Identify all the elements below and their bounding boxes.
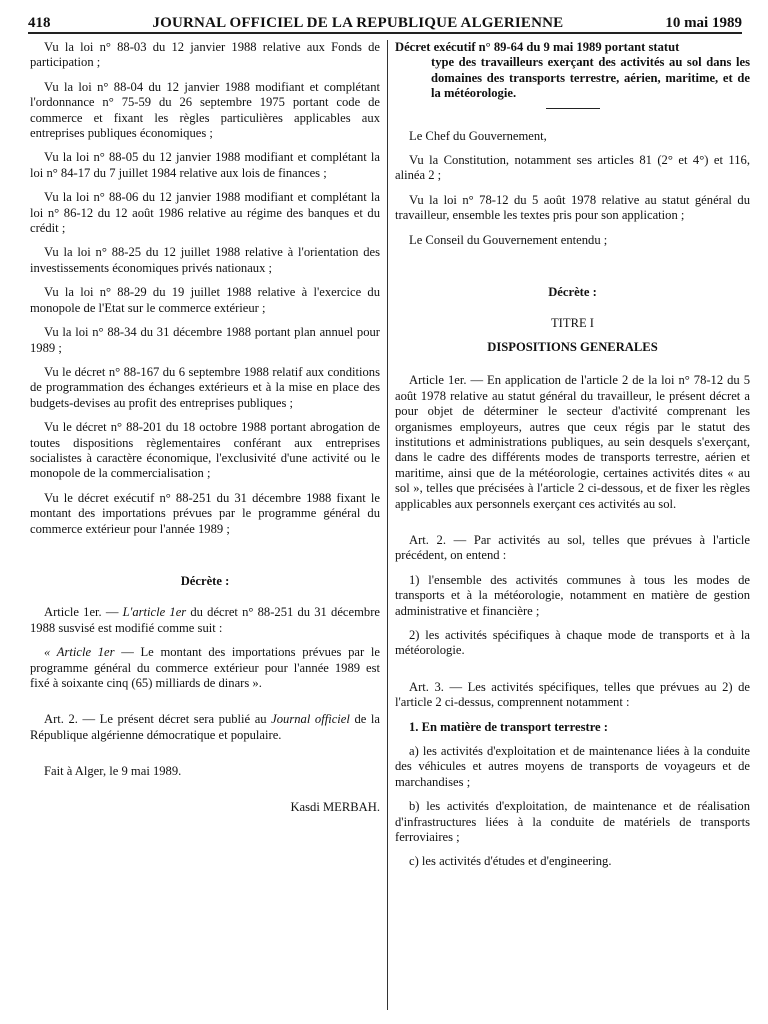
article-2-text: de la République algérienne démocratique et populaire. [30, 712, 380, 742]
decret-title-line1: Décret exécutif n° 89-64 du 9 mai 1989 portant statut [395, 40, 680, 54]
subsection-heading: 1. En matière de transport terrestre : [409, 719, 608, 734]
visa-paragraph: Vu la loi n° 88-25 du 12 juillet 1988 relative à l'orientation des investissements économiques privés nationaux ; [30, 245, 380, 275]
article-1 [30, 605, 380, 636]
article-1-quote-ref: « Article 1er [44, 645, 115, 660]
signature: Kasdi MERBAH. [290, 799, 380, 814]
decret-title [395, 40, 750, 102]
article-1-lead: Article 1er. — [44, 605, 123, 620]
visa-paragraph: Vu la loi n° 88-29 du 19 juillet 1988 relative à l'exercice du monopole de l'Etat sur le commerce extérieur ; [30, 285, 380, 315]
visa-paragraph: Vu la Constitution, notamment ses articles 81 (2° et 4°) et 116, alinéa 2 ; [395, 153, 750, 183]
article-1: Article 1er. — En application de l'article 2 de la loi n° 78-12 du 5 août 1978 relative au statut général du travailleur, le présent décret a pour objet de déterminer le secteur d'activité comprenant les organismes employeurs, autres que ceux régis par le statut des institutions et administrations publiques, au sein desquels s'exerçant, dans le cadre des différents modes de transports terrestre, aérien et maritime, ainsi que de la météorologie, certaines activités dites « au sol », telles que précisées à l'article 2 ci-dessous, et de fixer les règles applicables aux personnels exerçant ces activités au sol. [395, 373, 750, 511]
visa-paragraph: Le Conseil du Gouvernement entendu ; [409, 232, 608, 247]
issue-date: 10 mai 1989 [665, 15, 742, 31]
article-1-text: du décret n° 88-251 du 31 décembre 1988 susvisé est modifié comme suit : [30, 605, 380, 635]
page-header [28, 10, 742, 34]
article-1-ref: L'article 1er [122, 605, 187, 620]
decret-title-line2: type des travailleurs exerçant des activités au sol dans les domaines des transports terrestre, aérien, maritime, et de la météorologie. [431, 55, 750, 101]
list-item: c) les activités d'études et d'engineering. [409, 854, 612, 869]
article-1-quote-text: — Le montant des importations prévues par le programme général du commerce extérieur pour l'année 1989 est fixé à soixante cinq (65) milliards de dinars ». [30, 645, 380, 690]
journal-officiel-ref: Journal officiel [271, 712, 350, 727]
article-3: Art. 3. — Les activités spécifiques, telles que prévues au 2) de l'article 2 ci-dessus, comprennent notamment : [395, 679, 750, 710]
list-item: 2) les activités spécifiques à chaque mode de transports et à la météorologie. [395, 627, 750, 658]
decrete-heading: Décrète : [180, 573, 230, 588]
visa-paragraph: Vu le décret n° 88-201 du 18 octobre 1988 portant abrogation de toutes dispositions règlementaires conférant aux entreprises socialistes à caractère économique, l'exclusivité d'une activité ou le monopole de la commercialisation ; [30, 420, 380, 481]
visa-paragraph: Vu la loi n° 78-12 du 5 août 1978 relative au statut général du travailleur, ensemble les textes pris pour son application ; [395, 192, 750, 223]
page-number: 418 [28, 15, 51, 31]
visa-paragraph: Vu la loi n° 88-06 du 12 janvier 1988 modifiant et complétant la loi n° 86-12 du 12 août 1986 relative au régime des banques et du crédit ; [30, 190, 380, 236]
title-rule [546, 108, 600, 109]
list-item: b) les activités d'exploitation, de maintenance et de réalisation d'infrastructures liées à la conduite de matériels de transports ferroviaires ; [395, 799, 750, 845]
article-2: Art. 2. — Par activités au sol, telles que prévues à l'article précédent, on entend : [395, 532, 750, 563]
visa-paragraph: Vu la loi n° 88-03 du 12 janvier 1988 relative aux Fonds de participation ; [30, 40, 380, 70]
visa-paragraph: Vu la loi n° 88-05 du 12 janvier 1988 modifiant et complétant la loi n° 84-17 du 7 juillet 1984 relative aux lois de finances ; [30, 150, 380, 180]
list-item: 1) l'ensemble des activités communes à tous les modes de transports et à la météorologie, notamment en matière de gestion administrative et financière ; [395, 572, 750, 618]
decrete-heading: Décrète : [548, 285, 597, 300]
right-column [395, 40, 750, 879]
article-2-lead: Art. 2. — Le présent décret sera publié au [44, 712, 272, 727]
column-divider [387, 40, 388, 1010]
article-1-quote [30, 645, 380, 691]
journal-title: JOURNAL OFFICIEL DE LA REPUBLIQUE ALGERIENNE [152, 15, 564, 31]
place-date: Fait à Alger, le 9 mai 1989. [44, 764, 182, 779]
article-2 [30, 712, 380, 743]
left-column [30, 40, 380, 824]
visa-paragraph: Vu la loi n° 88-04 du 12 janvier 1988 modifiant et complétant l'ordonnance n° 75-59 du 26 septembre 1975 portant code de commerce et fixant les règles particulières applicables aux entreprises publiques économiques ; [30, 79, 380, 141]
titre-heading: TITRE I [550, 316, 594, 331]
visa-paragraph: Vu la loi n° 88-34 du 31 décembre 1988 portant plan annuel pour 1989 ; [30, 325, 380, 355]
visa-paragraph: Vu le décret n° 88-167 du 6 septembre 1988 relatif aux conditions de programmation des échanges extérieurs et à la mise en place des budgets-devises au profit des entreprises publiques ; [30, 364, 380, 410]
visa-paragraph: Vu le décret exécutif n° 88-251 du 31 décembre 1988 fixant le montant des importations prévues par le programme général du commerce extérieur pour l'année 1989 ; [30, 490, 380, 536]
dispositions-heading: DISPOSITIONS GENERALES [487, 339, 658, 354]
list-item: a) les activités d'exploitation et de maintenance liées à la conduite des véhicules et autres moyens de transports de voyageurs et de marchandises ; [395, 744, 750, 789]
chef-gouvernement: Le Chef du Gouvernement, [409, 128, 547, 143]
